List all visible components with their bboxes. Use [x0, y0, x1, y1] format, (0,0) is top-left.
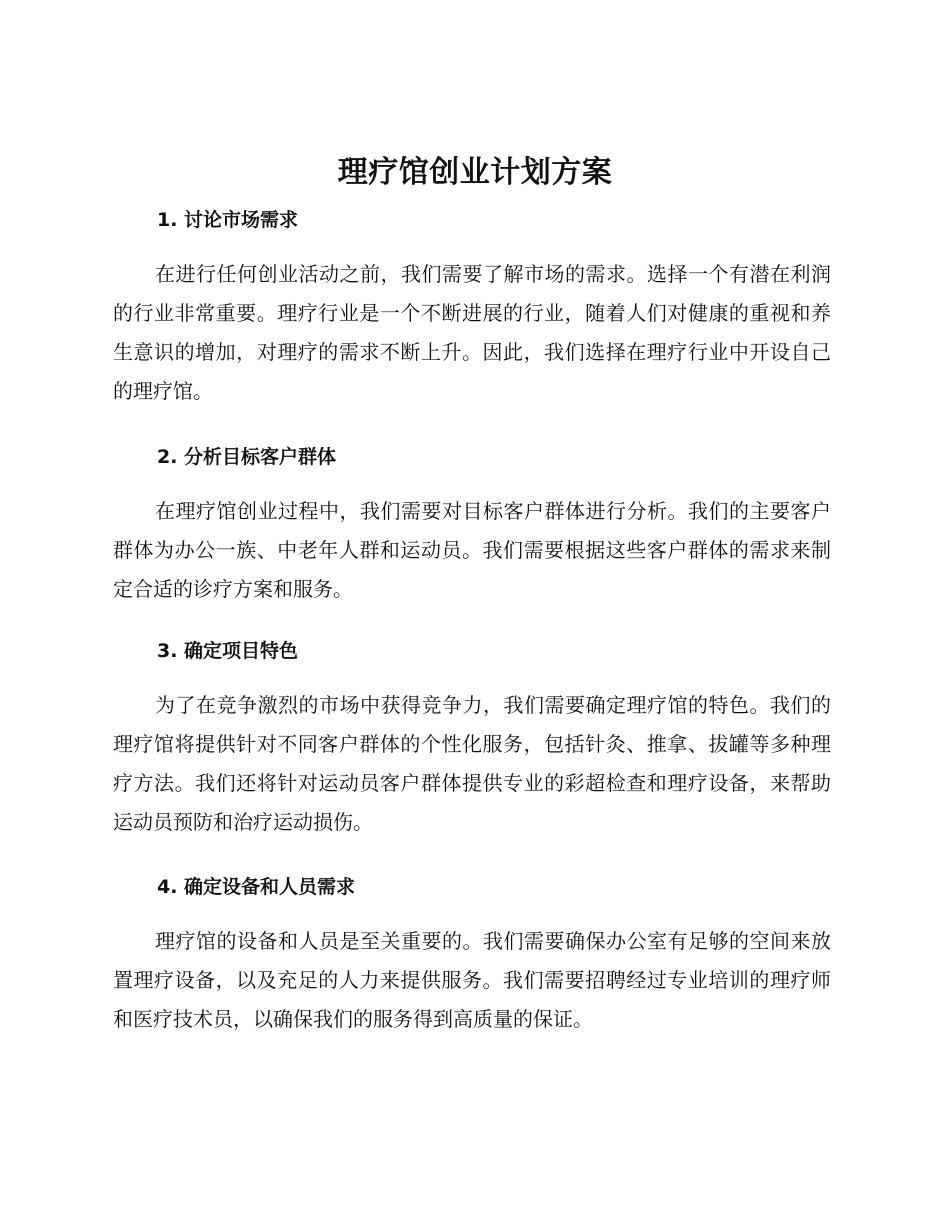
section-heading-project-features: 3. 确定项目特色: [157, 640, 299, 662]
document-title: 理疗馆创业计划方案: [337, 155, 613, 190]
section-heading-equipment-staff: 4. 确定设备和人员需求: [157, 876, 356, 898]
section-heading-target-customers: 2. 分析目标客户群体: [157, 446, 337, 468]
section-heading-market-demand: 1. 讨论市场需求: [157, 209, 299, 231]
section-body-project-features: 为了在竞争激烈的市场中获得竞争力，我们需要确定理疗馆的特色。我们的理疗馆将提供针对不同客户群体的个性化服务，包括针灸、推拿、拔罐等多种理疗方法。我们还将针对运动员客户群体提供专业的彩超检查和理疗设备，来帮助运动员预防和治疗运动损伤。: [113, 693, 831, 834]
section-body-market-demand: 在进行任何创业活动之前，我们需要了解市场的需求。选择一个有潜在利润的行业非常重要。理疗行业是一个不断进展的行业，随着人们对健康的重视和养生意识的增加，对理疗的需求不断上升。因此，我们选择在理疗行业中开设自己的理疗馆。: [113, 262, 831, 403]
section-body-target-customers: 在理疗馆创业过程中，我们需要对目标客户群体进行分析。我们的主要客户群体为办公一族、中老年人群和运动员。我们需要根据这些客户群体的需求来制定合适的诊疗方案和服务。: [113, 499, 831, 601]
section-body-equipment-staff: 理疗馆的设备和人员是至关重要的。我们需要确保办公室有足够的空间来放置理疗设备，以及充足的人力来提供服务。我们需要招聘经过专业培训的理疗师和医疗技术员，以确保我们的服务得到高质量的保证。: [113, 929, 831, 1031]
